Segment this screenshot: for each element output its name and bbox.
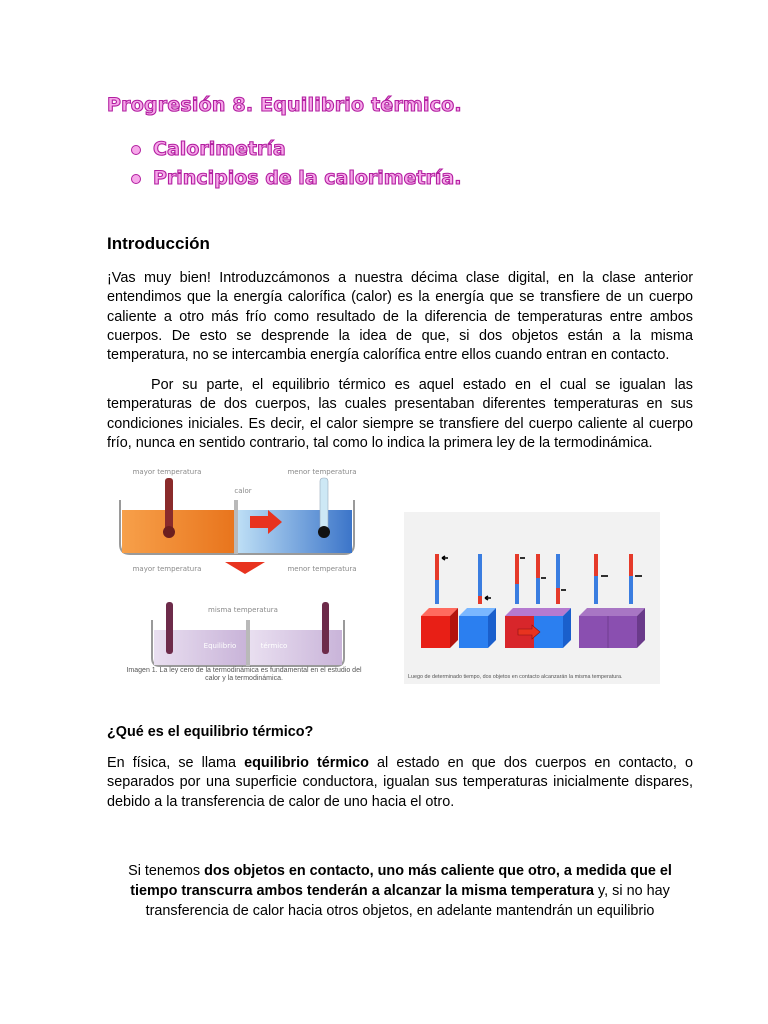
closing-text: Si tenemos [128,863,205,879]
label-eq1: Equilibrio [203,642,237,650]
divider-wall [234,500,238,554]
contact-cubes [505,608,571,648]
figure-left-caption: Imagen 1. La ley cero de la termodinámica es fundamental en el estudio del calor y la termodinámica. [126,667,362,682]
equilibrium-cubes [579,608,645,648]
thermo-red-1 [435,554,439,580]
label-same: misma temperatura [208,606,278,614]
closing-emphasis: dos objetos en contacto, uno más caliente que otro, a medida que el tiempo transcurra ambos tenderán a alcanzar la misma temperatura [130,863,672,899]
label-high-mid: mayor temperatura [132,565,202,573]
thermo-red-2 [478,596,482,604]
definition-paragraph [107,754,693,812]
arrow-icon [442,556,448,560]
eq-thermometer-right [322,602,329,654]
thermo-blue-6 [594,576,598,604]
arrow-icon [485,596,491,600]
topic-list [127,137,461,195]
bullet-icon [131,174,141,184]
definition-text: al estado en que dos cuerpos en contacto, o separados por una superficie conductora, igualan sus temperaturas inicialmente dispares, debido a la transferencia de calor de uno hacia el otro. [107,755,693,810]
intro-paragraph-2: Por su parte, el equilibrio térmico es aquel estado en el cual se igualan las temperaturas de dos cuerpos, las cuales presentaban diferentes temperaturas en sus condiciones iniciales. Es decir, el calor siempre se transfiere del cuerpo caliente al cuerpo frío, nunca en sentido contrario, tal como lo indica la primera ley de la termodinámica. [107,377,693,451]
label-low-mid: menor temperatura [287,565,357,573]
thermo-blue-5 [556,554,560,588]
closing-paragraph [110,861,690,921]
hot-thermometer [165,478,173,532]
thermo-blue-4 [536,578,540,604]
thermo-red-7 [629,554,633,576]
cold-cube [459,608,496,648]
thermometer-bulb-icon [318,526,330,538]
topic-item [127,166,461,195]
thermometer-bulb-icon [163,526,175,538]
hot-cube [421,608,458,648]
thermo-red-4 [536,554,540,578]
divider-wall [246,620,250,666]
down-arrow-icon [225,562,265,574]
figure-right-caption: Luego de determinado tiempo, dos objetos en contacto alcanzarán la misma temperatura. [408,674,623,680]
thermo-red-3 [515,554,519,584]
beakers-figure [112,462,374,682]
progression-title: Progresión 8. Equilibrio térmico. [107,94,462,116]
intro-paragraph-1: ¡Vas muy bien! Introduzcámonos a nuestra décima clase digital, en la clase anterior entendimos que la energía calorífica (calor) es la energía que se transfiere de un cuerpo caliente a otro más frío como resultado de la diferencia de temperaturas entre ambos cuerpos. De esto se desprende la idea de que, si dos objetos están a la misma temperatura, no se intercambia energía calorífica entre ellos cuando entran en contacto. [107,270,693,364]
definition-text: En física, se llama [107,755,245,771]
topic-label: Calorimetría [153,138,286,160]
closing-text: y, si no hay transferencia de calor hacia otros objetos, en adelante mantendrán un equilibrio [145,883,670,919]
definition-term: equilibrio térmico [244,755,369,771]
cubes-figure [404,512,660,684]
topic-label: Principios de la calorimetría. [153,167,462,189]
thermo-blue-3 [515,584,519,604]
thermo-red-5 [556,588,560,604]
cold-thermometer [320,478,328,532]
thermo-blue-1 [435,580,439,604]
intro-heading: Introducción [107,234,210,253]
label-low-top: menor temperatura [287,468,357,476]
label-high-top: mayor temperatura [132,468,202,476]
section-heading: ¿Qué es el equilibrio térmico? [107,724,314,740]
thermo-red-6 [594,554,598,576]
label-eq2: térmico [260,642,288,650]
label-heat: calor [234,487,252,495]
thermo-blue-2 [478,554,482,596]
hot-liquid [122,510,236,553]
topic-item [127,137,461,166]
bullet-icon [131,145,141,155]
thermo-blue-7 [629,576,633,604]
eq-thermometer-left [166,602,173,654]
